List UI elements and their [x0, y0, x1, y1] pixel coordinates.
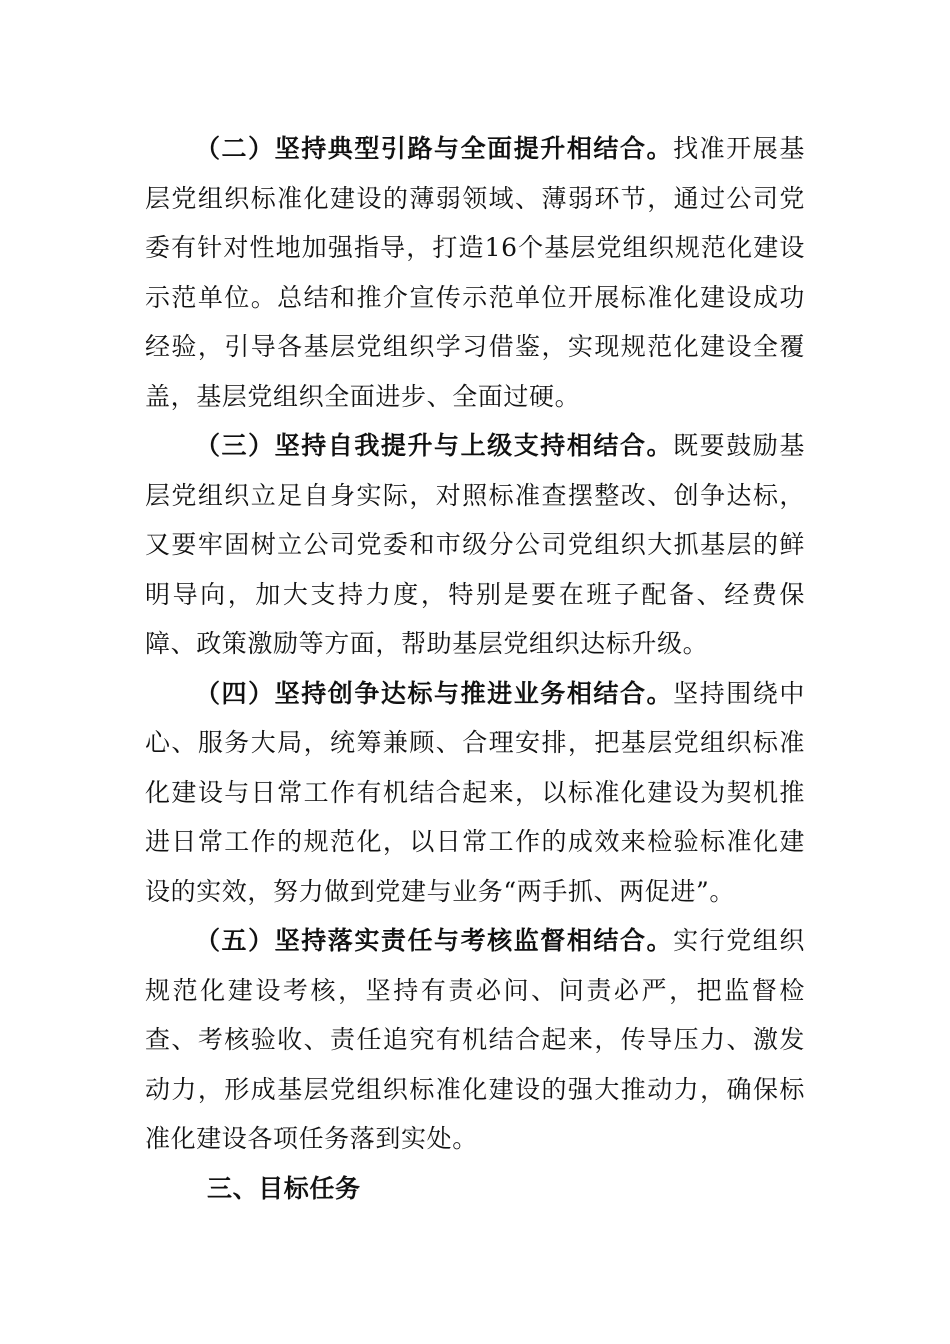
document-body	[145, 124, 805, 1213]
paragraph-text: 找准开展基层党组织标准化建设的薄弱领域、薄弱环节，通过公司党委有针对性地加强指导，打造16个基层党组织规范化建设示范单位。总结和推介宣传示范单位开展标准化建设成功经验，引导各基层党组织学习借鉴，实现规范化建设全覆盖，基层党组织全面进步、全面过硬。	[145, 134, 805, 411]
paragraph-text: 既要鼓励基层党组织立足自身实际，对照标准查摆整改、创争达标，又要牢固树立公司党委和市级分公司党组织大抓基层的鲜明导向，加大支持力度，特别是要在班子配备、经费保障、政策激励等方面，帮助基层党组织达标升级。	[145, 431, 805, 658]
paragraph-text: 实行党组织规范化建设考核，坚持有责必问、问责必严，把监督检查、考核验收、责任追究有机结合起来，传导压力、激发动力，形成基层党组织标准化建设的强大推动力，确保标准化建设各项任务落到实处。	[145, 926, 805, 1153]
paragraph-lead: （二）坚持典型引路与全面提升相结合。	[195, 134, 674, 163]
paragraph-lead: （五）坚持落实责任与考核监督相结合。	[195, 926, 674, 955]
paragraph-5	[145, 916, 805, 1164]
paragraph-4	[145, 669, 805, 917]
paragraph-3	[145, 421, 805, 669]
paragraph-lead: （三）坚持自我提升与上级支持相结合。	[195, 431, 674, 460]
paragraph-text: 坚持围绕中心、服务大局，统筹兼顾、合理安排，把基层党组织标准化建设与日常工作有机结合起来，以标准化建设为契机推进日常工作的规范化，以日常工作的成效来检验标准化建设的实效，努力做到党建与业务“两手抓、两促进”。	[145, 678, 805, 906]
paragraph-2	[145, 124, 805, 421]
section-heading: 三、目标任务	[207, 1173, 361, 1203]
paragraph-lead: （四）坚持创争达标与推进业务相结合。	[195, 678, 674, 708]
